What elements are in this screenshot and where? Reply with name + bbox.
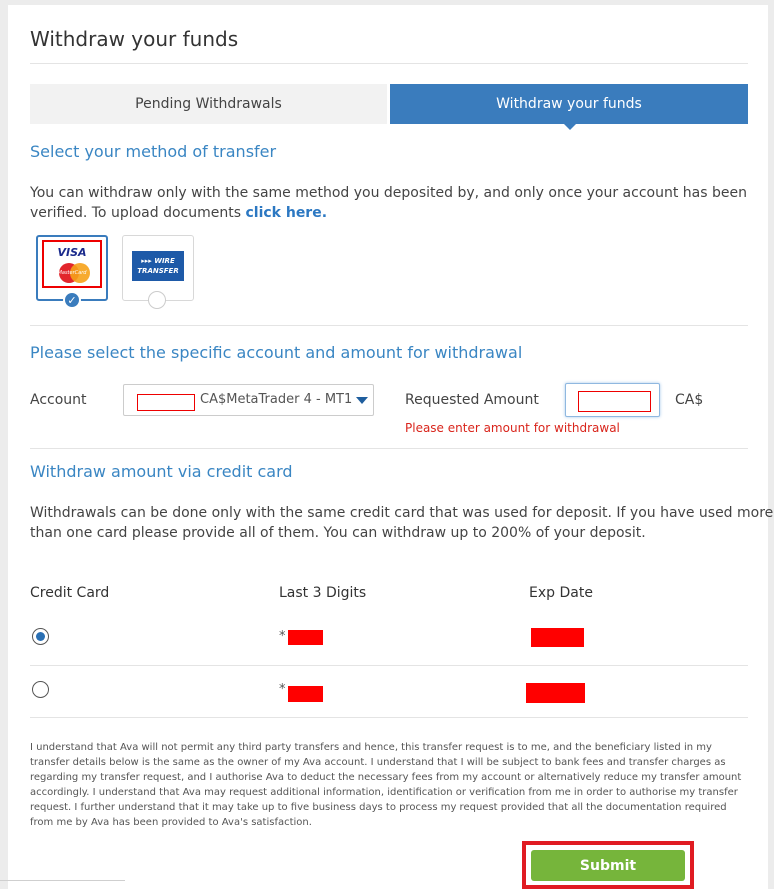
checkmark-icon: ✓ <box>63 291 81 309</box>
method-credit-card[interactable] <box>36 235 108 307</box>
title-divider <box>30 63 748 64</box>
account-section-title: Please select the specific account and amount for withdrawal <box>30 343 523 362</box>
mastercard-text: MasterCard <box>57 270 87 276</box>
divider <box>30 325 748 326</box>
table-row-divider <box>30 717 748 718</box>
method-section-title: Select your method of transfer <box>30 142 277 161</box>
unselected-circle-icon <box>148 291 166 309</box>
card-description <box>30 503 773 543</box>
card-description-line2: than one card please provide all of them. You can withdraw up to 200% of your deposit. <box>30 525 646 541</box>
method-wire-transfer[interactable] <box>122 235 194 301</box>
table-row-divider <box>30 665 748 666</box>
active-tab-caret <box>564 124 576 130</box>
card-radio-1[interactable] <box>32 628 49 645</box>
header-credit-card: Credit Card <box>30 585 110 601</box>
chevron-down-icon <box>356 397 368 404</box>
card-description-line1: Withdrawals can be done only with the same credit card that was used for deposit. If you have used more <box>30 505 774 521</box>
digits-prefix: * <box>279 629 286 644</box>
submit-highlight <box>522 841 694 889</box>
wire-text-line1: ▸▸▸ WIRE <box>141 257 175 265</box>
header-exp-date: Exp Date <box>529 585 593 601</box>
page-title: Withdraw your funds <box>30 27 239 51</box>
tab-withdraw-funds[interactable]: Withdraw your funds <box>390 84 748 124</box>
method-description <box>30 183 747 223</box>
requested-amount-label: Requested Amount <box>405 392 539 408</box>
redacted-digits <box>288 686 323 702</box>
amount-input[interactable] <box>565 383 660 417</box>
divider <box>30 448 748 449</box>
withdraw-panel <box>8 5 774 889</box>
card-radio-2[interactable] <box>32 681 49 698</box>
visa-text: VISA <box>57 246 87 259</box>
currency-label: CA$ <box>675 392 704 408</box>
upload-documents-link[interactable]: click here. <box>245 205 328 221</box>
digits-prefix: * <box>279 682 286 697</box>
terms-text: I understand that Ava will not permit any third party transfers and hence, this transfer request is to me, and the beneficiary listed in my transfer details below is the same as the owner of my Ava account. I understand that I will be subject to bank fees and transfer charges as regarding my transfer request, and I authorise Ava to deduct the necessary fees from my account or alternatively reduce my transfer amount accordingly. I understand that Ava may request additional information, identification or verification from me in order to authorise my transfer request. I further understand that it may take up to five business days to process my request provided that all the documentation required from me by Ava has been provided to Ava's satisfaction. <box>30 742 742 828</box>
header-last-3-digits: Last 3 Digits <box>279 585 367 601</box>
account-select[interactable] <box>123 384 374 416</box>
account-label: Account <box>30 392 87 408</box>
amount-error-message: Please enter amount for withdrawal <box>405 421 620 435</box>
redacted-exp-date <box>531 628 584 647</box>
submit-button[interactable]: Submit <box>531 850 685 881</box>
redacted-amount <box>578 391 651 412</box>
redacted-digits <box>288 630 323 645</box>
method-description-line2 <box>30 203 747 223</box>
card-section-title: Withdraw amount via credit card <box>30 462 293 481</box>
tab-pending-withdrawals[interactable]: Pending Withdrawals <box>30 84 387 124</box>
bottom-edge-line <box>0 880 125 881</box>
visa-mastercard-logo <box>42 240 102 288</box>
radio-selected-dot <box>36 632 45 641</box>
redacted-exp-date <box>526 683 585 703</box>
method-description-line1: You can withdraw only with the same method you deposited by, and only once your account has been <box>30 185 747 201</box>
wire-transfer-logo <box>132 251 184 281</box>
wire-text-line2: TRANSFER <box>137 267 179 275</box>
account-select-value: CA$MetaTrader 4 - MT1 <box>200 392 353 407</box>
method-description-text: verified. To upload documents <box>30 205 246 221</box>
redacted-account-number <box>137 394 195 411</box>
